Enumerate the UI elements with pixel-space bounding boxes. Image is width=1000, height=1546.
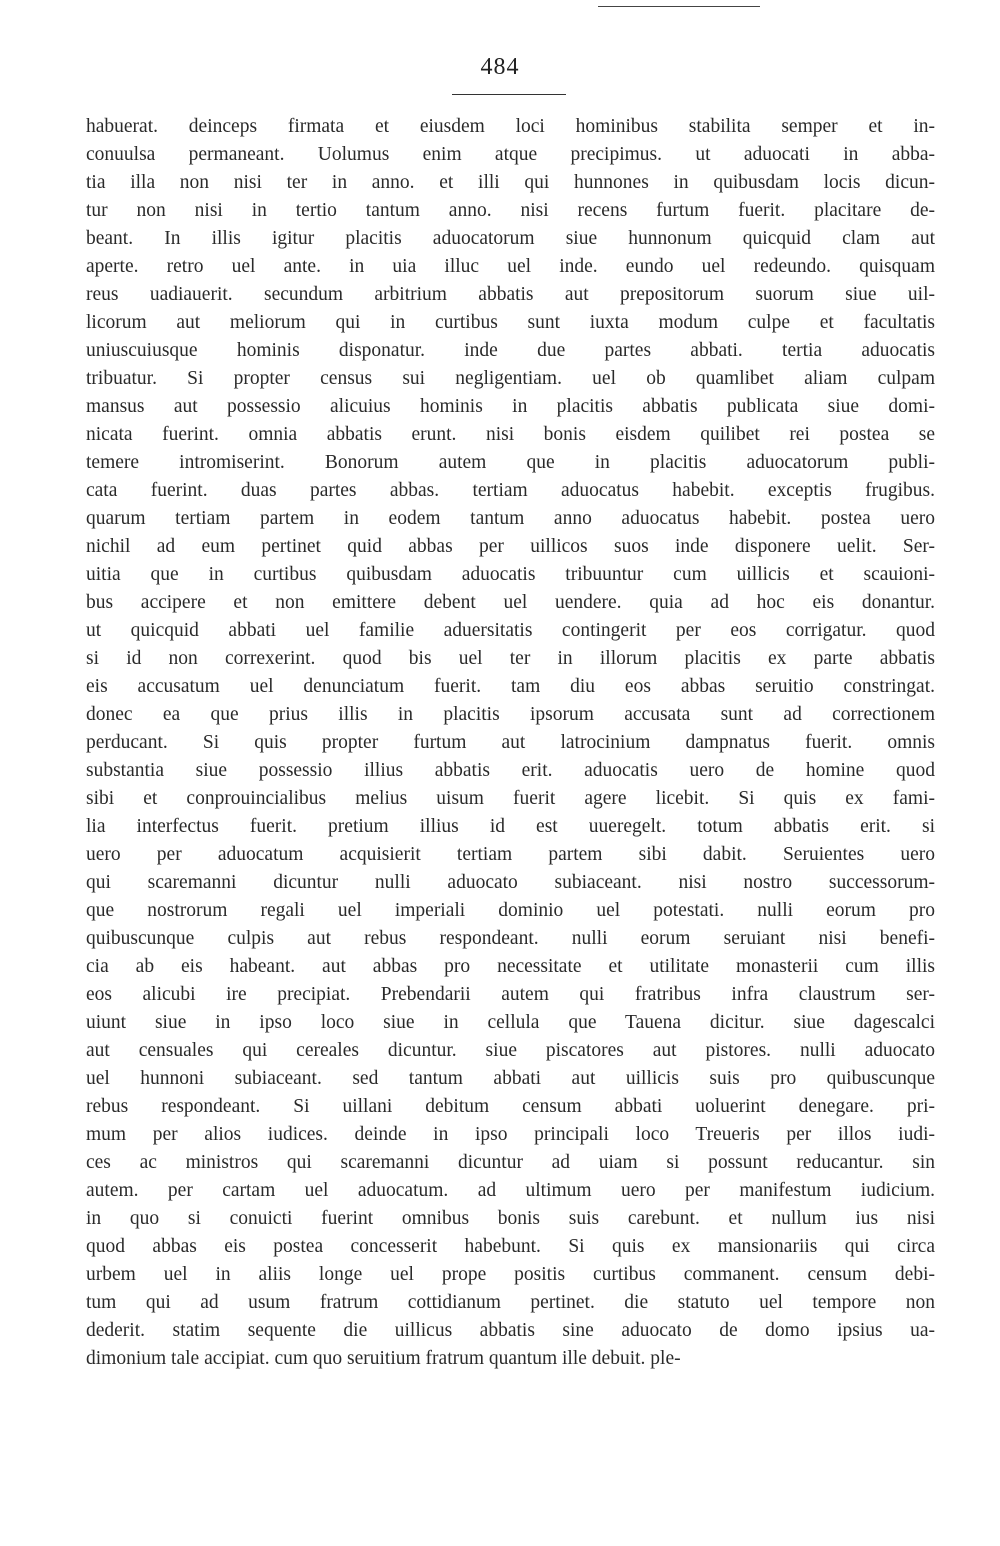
text-line: ces ac ministros qui scaremanni dicuntur ad uiam si possunt reducantur. sin: [86, 1152, 935, 1173]
text-line: mum per alios iudices. deinde in ipso principali loco Treueris per illos iudi-: [86, 1124, 935, 1145]
text-line: reus uadiauerit. secundum arbitrium abbatis aut prepositorum suorum siue uil-: [86, 284, 935, 305]
text-line: mansus aut possessio alicuius hominis in placitis abbatis publicata siue domi-: [86, 396, 935, 417]
text-line: autem. per cartam uel aduocatum. ad ultimum uero per manifestum iudicium.: [86, 1180, 935, 1201]
text-line: urbem uel in aliis longe uel prope positis curtibus commanent. censum debi-: [86, 1264, 935, 1285]
text-line: bus accipere et non emittere debent uel uendere. quia ad hoc eis donantur.: [86, 592, 935, 613]
text-line: substantia siue possessio illius abbatis erit. aduocatis uero de homine quod: [86, 760, 935, 781]
text-line: uniuscuiusque hominis disponatur. inde due partes abbati. tertia aduocatis: [86, 340, 935, 361]
text-line: nicata fuerint. omnia abbatis erunt. nisi bonis eisdem quilibet rei postea se: [86, 424, 935, 445]
text-line: in quo si conuicti fuerint omnibus bonis suis carebunt. et nullum ius nisi: [86, 1208, 935, 1229]
text-line: rebus respondeant. Si uillani debitum censum abbati uoluerint denegare. pri-: [86, 1096, 935, 1117]
text-line: conuulsa permaneant. Uolumus enim atque precipimus. ut aduocati in abba-: [86, 144, 935, 165]
text-line: lia interfectus fuerit. pretium illius id est uueregelt. totum abbatis erit. si: [86, 816, 935, 837]
page-number-rule: [452, 94, 566, 95]
text-line: tum qui ad usum fratrum cottidianum pertinet. die statuto uel tempore non: [86, 1292, 935, 1313]
text-line: beant. In illis igitur placitis aduocatorum siue hunnonum quicquid clam aut: [86, 228, 935, 249]
text-line: habuerat. deinceps firmata et eiusdem loci hominibus stabilita semper et in-: [86, 116, 935, 137]
text-line: tia illa non nisi ter in anno. et illi qui hunnones in quibusdam locis dicun-: [86, 172, 935, 193]
text-line: quarum tertiam partem in eodem tantum anno aduocatus habebit. postea uero: [86, 508, 935, 529]
text-line: ut quicquid abbati uel familie aduersitatis contingerit per eos corrigatur. quod: [86, 620, 935, 641]
text-line: dimonium tale accipiat. cum quo seruitium fratrum quantum ille debuit. ple-: [86, 1348, 681, 1369]
page-number: 484: [480, 54, 520, 80]
text-line: dederit. statim sequente die uillicus abbatis sine aduocato de domo ipsius ua-: [86, 1320, 935, 1341]
text-line: eos alicubi ire precipiat. Prebendarii autem qui fratribus infra claustrum ser-: [86, 984, 935, 1005]
top-rule: [598, 6, 760, 7]
text-line: qui scaremanni dicuntur nulli aduocato subiaceant. nisi nostro successorum-: [86, 872, 935, 893]
text-line: sibi et conprouincialibus melius uisum fuerit agere licebit. Si quis ex fami-: [86, 788, 935, 809]
text-line: quod abbas eis postea concesserit habebunt. Si quis ex mansionariis qui circa: [86, 1236, 935, 1257]
body-text: [86, 113, 935, 1373]
text-line: temere intromiserint. Bonorum autem que in placitis aduocatorum publi-: [86, 452, 935, 473]
text-line: aperte. retro uel ante. in uia illuc uel inde. eundo uel redeundo. quisquam: [86, 256, 935, 277]
text-line: cia ab eis habeant. aut abbas pro necessitate et utilitate monasterii cum illis: [86, 956, 935, 977]
text-line: licorum aut meliorum qui in curtibus sunt iuxta modum culpe et facultatis: [86, 312, 935, 333]
text-line: uiunt siue in ipso loco siue in cellula que Tauena dicitur. siue dagescalci: [86, 1012, 935, 1033]
text-line: eis accusatum uel denunciatum fuerit. tam diu eos abbas seruitio constringat.: [86, 676, 935, 697]
text-line: quibuscunque culpis aut rebus respondeant. nulli eorum seruiant nisi benefi-: [86, 928, 935, 949]
text-line: donec ea que prius illis in placitis ipsorum accusata sunt ad correctionem: [86, 704, 935, 725]
text-line: uel hunnoni subiaceant. sed tantum abbati aut uillicis suis pro quibuscunque: [86, 1068, 935, 1089]
text-line: tribuatur. Si propter census sui negligentiam. uel ob quamlibet aliam culpam: [86, 368, 935, 389]
text-line: uero per aduocatum acquisierit tertiam partem sibi dabit. Seruientes uero: [86, 844, 935, 865]
text-line: aut censuales qui cereales dicuntur. siue piscatores aut pistores. nulli aduocato: [86, 1040, 935, 1061]
text-line: perducant. Si quis propter furtum aut latrocinium dampnatus fuerit. omnis: [86, 732, 935, 753]
text-line: que nostrorum regali uel imperiali dominio uel potestati. nulli eorum pro: [86, 900, 935, 921]
text-line: nichil ad eum pertinet quid abbas per uillicos suos inde disponere uelit. Ser-: [86, 536, 935, 557]
text-line: si id non correxerint. quod bis uel ter in illorum placitis ex parte abbatis: [86, 648, 935, 669]
text-line: cata fuerint. duas partes abbas. tertiam aduocatus habebit. exceptis frugibus.: [86, 480, 935, 501]
text-line: uitia que in curtibus quibusdam aduocatis tribuuntur cum uillicis et scauioni-: [86, 564, 935, 585]
text-line: tur non nisi in tertio tantum anno. nisi recens furtum fuerit. placitare de-: [86, 200, 935, 221]
